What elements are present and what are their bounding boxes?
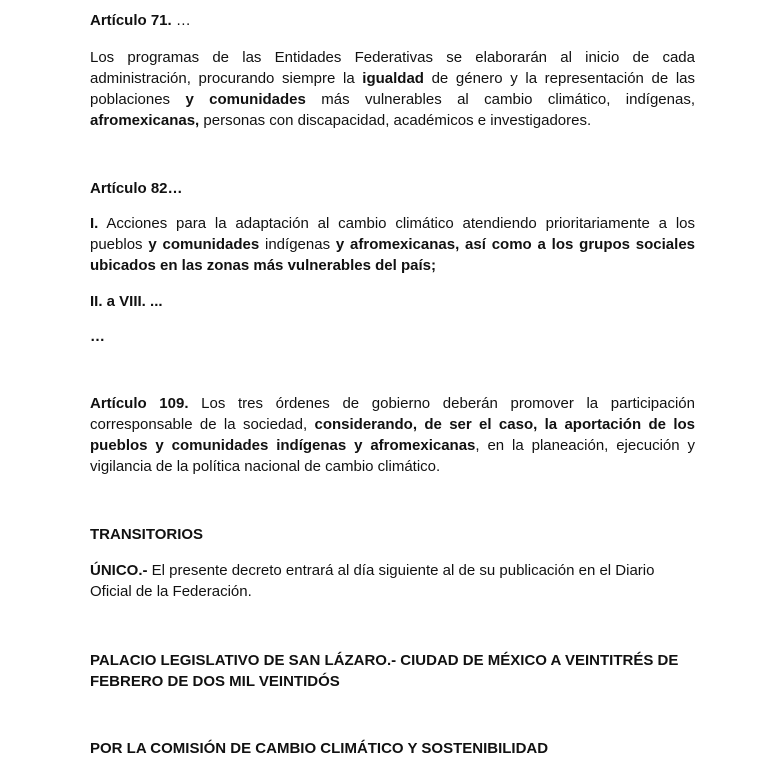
text-run: Los programas de las Entidades Federativas se elaborarán al inicio de cada administración, procurando siempre la — [90, 49, 695, 87]
text-run: de género y la representación de las poblaciones — [90, 70, 695, 108]
unico-paragraph — [90, 560, 695, 602]
bold-run: igualdad — [362, 70, 424, 87]
fraction-label: I. — [90, 215, 99, 232]
text-run: más vulnerables al cambio climático, indígenas, — [305, 91, 695, 108]
text-run: indígenas — [259, 236, 336, 253]
bold-run: afromexicanas, — [90, 112, 200, 129]
article-109-title: Artículo 109. — [90, 395, 189, 412]
article-82-range: II. a VIII. ... — [90, 293, 163, 310]
bold-run: y comunidades — [148, 236, 260, 253]
text-run: , en la planeación, ejecución y vigilancia de la política nacional de cambio climático. — [90, 437, 695, 475]
article-71-paragraph — [90, 47, 695, 131]
unico-label: ÚNICO.- — [90, 562, 148, 579]
article-82-heading: Artículo 82… — [90, 180, 183, 197]
text-run: Los tres órdenes de gobierno deberán promover la participación corresponsable de la sociedad, — [90, 395, 695, 433]
comision-line: POR LA COMISIÓN DE CAMBIO CLIMÁTICO Y SOSTENIBILIDAD — [90, 740, 549, 757]
text-run: El presente decreto entrará al día siguiente al de su publicación en el Diario Oficial de la Federación. — [90, 562, 655, 600]
article-82-fraction-i — [90, 213, 695, 276]
article-71-title: Artículo 71. — [90, 12, 172, 29]
article-71-ellipsis: … — [171, 12, 191, 29]
bold-run: considerando, de ser el caso, la aportación de los pueblos y comunidades indígenas y afromexicanas — [90, 416, 695, 454]
transitorios-heading: TRANSITORIOS — [90, 526, 204, 543]
article-71-heading — [90, 10, 695, 31]
bold-run: y comunidades — [185, 91, 306, 108]
bold-run: y afromexicanas, así como a los grupos sociales ubicados en las zonas más vulnerables del país; — [90, 236, 696, 274]
text-run: Acciones para la adaptación al cambio climático atendiendo prioritariamente a los pueblos — [90, 215, 695, 253]
article-109-paragraph — [90, 393, 695, 477]
text-run: personas con discapacidad, académicos e investigadores. — [199, 112, 592, 129]
article-82-ellipsis: … — [90, 328, 105, 345]
palacio-legislativo-line: PALACIO LEGISLATIVO DE SAN LÁZARO.- CIUDAD DE MÉXICO A VEINTITRÉS DE FEBRERO DE DOS MIL VEINTIDÓS — [90, 652, 679, 690]
